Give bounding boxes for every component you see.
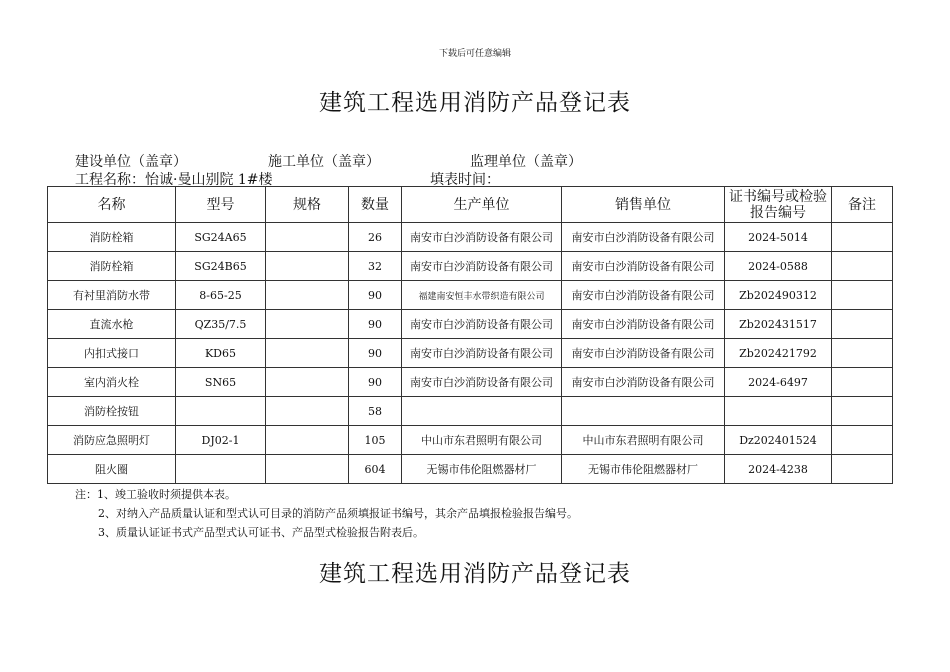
cell-remarks [832, 310, 893, 339]
col-remarks: 备注 [832, 187, 893, 223]
cell-certificate: 2024-4238 [725, 455, 832, 484]
cell-quantity: 58 [349, 397, 402, 426]
cell-spec [266, 455, 349, 484]
cell-quantity: 604 [349, 455, 402, 484]
cell-seller: 南安市白沙消防设备有限公司 [562, 310, 725, 339]
cell-spec [266, 368, 349, 397]
cell-remarks [832, 281, 893, 310]
cell-quantity: 90 [349, 310, 402, 339]
cell-quantity: 26 [349, 223, 402, 252]
col-certificate: 证书编号或检验报告编号 [725, 187, 832, 223]
cell-model: SN65 [176, 368, 266, 397]
cell-model: 8-65-25 [176, 281, 266, 310]
table-body [48, 223, 893, 484]
cell-model: SG24B65 [176, 252, 266, 281]
cell-certificate: 2024-0588 [725, 252, 832, 281]
cell-name: 阻火圈 [48, 455, 176, 484]
cell-name: 有衬里消防水带 [48, 281, 176, 310]
cell-remarks [832, 339, 893, 368]
cell-name: 消防栓箱 [48, 223, 176, 252]
cell-certificate: 2024-5014 [725, 223, 832, 252]
col-seller: 销售单位 [562, 187, 725, 223]
cell-manufacturer: 中山市东君照明有限公司 [402, 426, 562, 455]
cell-spec [266, 252, 349, 281]
cell-seller: 南安市白沙消防设备有限公司 [562, 223, 725, 252]
cell-certificate: Dz202401524 [725, 426, 832, 455]
cell-manufacturer: 南安市白沙消防设备有限公司 [402, 310, 562, 339]
table-row [48, 281, 893, 310]
cell-seller: 南安市白沙消防设备有限公司 [562, 339, 725, 368]
cell-name: 室内消火栓 [48, 368, 176, 397]
cell-name: 消防应急照明灯 [48, 426, 176, 455]
cell-spec [266, 339, 349, 368]
fill-date-label: 填表时间： [430, 172, 500, 188]
cell-manufacturer: 南安市白沙消防设备有限公司 [402, 368, 562, 397]
col-model: 型号 [176, 187, 266, 223]
cell-manufacturer: 福建南安恒丰水带织造有限公司 [402, 281, 562, 310]
table-header-row [48, 187, 893, 223]
cell-manufacturer [402, 397, 562, 426]
table-row [48, 368, 893, 397]
note-1: 注：1、竣工验收时须提供本表。 [75, 488, 236, 501]
cell-seller: 南安市白沙消防设备有限公司 [562, 368, 725, 397]
table-row [48, 339, 893, 368]
cell-seller [562, 397, 725, 426]
cell-model [176, 397, 266, 426]
cell-name: 消防栓按钮 [48, 397, 176, 426]
cell-quantity: 105 [349, 426, 402, 455]
cell-remarks [832, 455, 893, 484]
cell-manufacturer: 南安市白沙消防设备有限公司 [402, 339, 562, 368]
cell-remarks [832, 368, 893, 397]
cell-quantity: 90 [349, 368, 402, 397]
note-2: 2、对纳入产品质量认证和型式认可目录的消防产品须填报证书编号，其余产品填报检验报告编号。 [98, 507, 578, 520]
top-note: 下载后可任意编辑 [438, 49, 511, 59]
cell-certificate: 2024-6497 [725, 368, 832, 397]
col-name: 名称 [48, 187, 176, 223]
page-title: 建筑工程选用消防产品登记表 [319, 90, 631, 116]
cell-spec [266, 310, 349, 339]
cell-spec [266, 281, 349, 310]
cell-model: KD65 [176, 339, 266, 368]
col-spec: 规格 [266, 187, 349, 223]
col-manufacturer: 生产单位 [402, 187, 562, 223]
table-row [48, 223, 893, 252]
cell-seller: 无锡市伟伦阻燃器材厂 [562, 455, 725, 484]
project-name: 工程名称：怡诚·曼山别院 1#楼 [75, 172, 273, 188]
cell-remarks [832, 426, 893, 455]
col-quantity: 数量 [349, 187, 402, 223]
table-row [48, 455, 893, 484]
cell-certificate: Zb202431517 [725, 310, 832, 339]
cell-spec [266, 223, 349, 252]
cell-quantity: 90 [349, 281, 402, 310]
cell-model: SG24A65 [176, 223, 266, 252]
cell-seller: 南安市白沙消防设备有限公司 [562, 281, 725, 310]
cell-quantity: 90 [349, 339, 402, 368]
table-row [48, 397, 893, 426]
cell-manufacturer: 无锡市伟伦阻燃器材厂 [402, 455, 562, 484]
cell-remarks [832, 223, 893, 252]
cell-spec [266, 426, 349, 455]
cell-remarks [832, 252, 893, 281]
table-row [48, 310, 893, 339]
table-row [48, 426, 893, 455]
note-3: 3、质量认证证书式产品型式认可证书、产品型式检验报告附表后。 [98, 526, 424, 539]
cell-model: DJ02-1 [176, 426, 266, 455]
cell-name: 消防栓箱 [48, 252, 176, 281]
cell-remarks [832, 397, 893, 426]
page-title-repeat: 建筑工程选用消防产品登记表 [319, 561, 631, 587]
cell-manufacturer: 南安市白沙消防设备有限公司 [402, 223, 562, 252]
cell-name: 内扣式接口 [48, 339, 176, 368]
product-register-table [47, 186, 893, 484]
cell-manufacturer: 南安市白沙消防设备有限公司 [402, 252, 562, 281]
cell-seller: 中山市东君照明有限公司 [562, 426, 725, 455]
cell-name: 直流水枪 [48, 310, 176, 339]
cell-spec [266, 397, 349, 426]
table-row [48, 252, 893, 281]
cell-quantity: 32 [349, 252, 402, 281]
constructor-label: 施工单位（盖章） [268, 154, 380, 170]
supervisor-label: 监理单位（盖章） [470, 154, 582, 170]
cell-certificate: Zb202421792 [725, 339, 832, 368]
cell-model: QZ35/7.5 [176, 310, 266, 339]
cell-model [176, 455, 266, 484]
cell-certificate [725, 397, 832, 426]
builder-label: 建设单位（盖章） [75, 154, 187, 170]
notes [75, 485, 578, 542]
cell-certificate: Zb202490312 [725, 281, 832, 310]
cell-seller: 南安市白沙消防设备有限公司 [562, 252, 725, 281]
